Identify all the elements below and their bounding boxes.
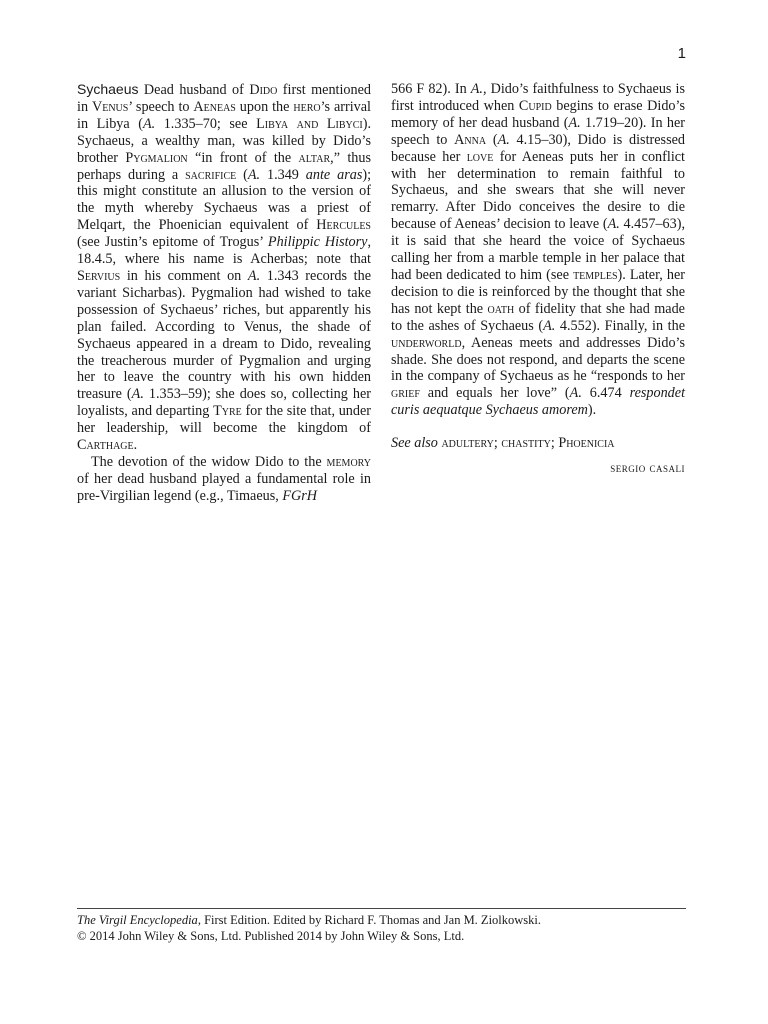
- cross-reference-libya-and-libyci[interactable]: Libya and Libyci: [256, 115, 363, 132]
- text-run: ); this might constitute an allusion to the version of the myth whereby Sychaeus was a priest of Melqart, the Phoenician equivalent of: [77, 166, 372, 234]
- cross-reference-memory[interactable]: memory: [326, 453, 371, 470]
- cross-reference-temples[interactable]: temples: [573, 266, 618, 283]
- citation-aeneid: A.: [543, 317, 556, 334]
- cross-reference-hercules[interactable]: Hercules: [316, 217, 371, 234]
- see-also: [391, 435, 685, 452]
- text-run: 1.335–70; see: [155, 115, 257, 132]
- text-run: for Aeneas puts her in conflict with her determination to remain faithful to Sychaeus, and she swears that she will never remarry. After Dido conceives the desire to die because of Aeneas’ decision to leave (: [391, 148, 685, 233]
- citation-aeneid: A.: [568, 114, 581, 131]
- work-title: Philippic History: [267, 234, 368, 251]
- text-run: ). Later, her decision to die is reinforced by the thought that she has not kept the: [391, 266, 685, 317]
- cross-reference-underworld[interactable]: underworld: [391, 334, 462, 351]
- see-also-link-adultery[interactable]: adultery: [441, 435, 494, 452]
- text-run: 4.15–30), Dido is distressed because her: [391, 131, 685, 165]
- text-run: 1.349: [260, 166, 306, 183]
- citation-aeneid: A.: [497, 131, 510, 148]
- entry-paragraph-2-continued: [391, 81, 685, 419]
- text-run: for the site that, under her leadership, will become the kingdom of: [77, 403, 372, 437]
- text-run: first mentioned in: [77, 82, 371, 115]
- see-also-label: See also: [391, 435, 438, 452]
- cross-reference-oath[interactable]: oath: [487, 300, 515, 317]
- text-run: ’ speech to: [128, 98, 194, 115]
- see-also-link-phoenicia[interactable]: Phoenicia: [558, 435, 615, 452]
- text-run: 1.353–59); she does so, collecting her loyalists, and departing: [77, 386, 371, 420]
- work-title: FGrH: [282, 487, 318, 504]
- page-number: 1: [677, 45, 686, 62]
- cross-reference-aeneas[interactable]: Aeneas: [193, 98, 236, 115]
- cross-reference-hero[interactable]: hero: [293, 98, 321, 115]
- text-run: “in front of the: [187, 149, 299, 166]
- entry-paragraph-1: [77, 81, 371, 454]
- cross-reference-pygmalion[interactable]: Pygmalion: [125, 149, 188, 166]
- text-run: (: [236, 166, 248, 183]
- text-run: and equals her love” (: [419, 385, 570, 402]
- text-run: .: [133, 437, 138, 454]
- cross-reference-servius[interactable]: Servius: [77, 267, 121, 284]
- text-run: begins to erase Dido’s memory of her dead husband (: [391, 97, 685, 131]
- text-run: 1.719–20). In her speech to: [391, 114, 685, 148]
- text-run: 566 F 82). In: [391, 81, 471, 97]
- footer-edition: , First Edition. Edited by Richard F. Thomas and Jan M. Ziolkowski.: [197, 913, 542, 927]
- text-run: ). Sychaeus, a wealthy man, was killed by Dido’s brother: [77, 115, 372, 166]
- entry-paragraph-2: [77, 454, 371, 505]
- text-run: ).: [587, 402, 597, 419]
- footer-line-1: [77, 913, 686, 929]
- cross-reference-grief[interactable]: grief: [391, 385, 420, 402]
- text-run: , Aeneas meets and addresses Dido’s shade. She does not respond, and departs the scene in the company of Sychaeus as he “responds to her: [391, 334, 685, 385]
- text-run: of her dead husband played a fundamental role in pre-Virgilian legend (e.g., Timaeus,: [77, 470, 371, 504]
- book-title: The Virgil Encyclopedia: [77, 913, 198, 927]
- citation-aeneid: A.: [247, 267, 261, 284]
- citation-aeneid: A.: [142, 115, 156, 132]
- cross-reference-sacrifice[interactable]: sacrifice: [185, 166, 237, 183]
- cross-reference-love[interactable]: love: [466, 148, 494, 165]
- footer-divider: [77, 908, 686, 909]
- text-run: in his comment on: [120, 267, 248, 284]
- text-run: ’s arrival in Libya (: [77, 98, 371, 132]
- footer: [77, 913, 686, 944]
- citation-aeneid: A.: [569, 385, 582, 402]
- text-run: , 18.4.5, where his name is Acherbas; note that: [77, 234, 371, 268]
- see-also-link-chastity[interactable]: chastity: [501, 435, 551, 452]
- text-run: 4.457–63), it is said that she heard the voice of Sychaeus calling her from a marble temple in her palace that had been dedicated to him (see: [391, 216, 685, 283]
- latin-quote: respondet curis aequatque Sychaeus amorem: [391, 385, 686, 419]
- cross-reference-anna[interactable]: Anna: [454, 131, 487, 148]
- footer-copyright: © 2014 John Wiley & Sons, Ltd. Published 2014 by John Wiley & Sons, Ltd.: [77, 928, 465, 943]
- citation-aeneid: A.: [607, 216, 620, 233]
- left-column: [77, 81, 371, 505]
- cross-reference-venus[interactable]: Venus: [91, 98, 129, 115]
- citation-aeneid: A.: [470, 81, 483, 97]
- text-run: The devotion of the widow Dido to the: [91, 453, 327, 470]
- citation-aeneid: A.: [131, 386, 144, 403]
- right-column: [391, 81, 685, 477]
- text-run: upon the: [235, 98, 294, 115]
- text-run: of fidelity that she had made to the ashes of Sychaeus (: [391, 300, 685, 334]
- cross-reference-tyre[interactable]: Tyre: [213, 403, 242, 420]
- author-signature: sergio casali: [610, 460, 685, 476]
- cross-reference-carthage[interactable]: Carthage: [77, 437, 134, 454]
- text-run: , Dido’s faithfulness to Sychaeus is first introduced when: [391, 81, 685, 114]
- text-run: (see Justin’s epitome of Trogus’: [77, 234, 268, 251]
- text-run: ;: [493, 435, 502, 452]
- latin-quote: ante aras: [305, 166, 363, 183]
- text-run: ;: [550, 435, 559, 452]
- text-run: 6.474: [581, 385, 630, 402]
- cross-reference-altar[interactable]: altar: [298, 149, 331, 166]
- text-run: (: [486, 131, 498, 148]
- citation-aeneid: A.: [247, 166, 261, 183]
- cross-reference-cupid[interactable]: Cupid: [518, 97, 552, 114]
- text-run: 1.343 records the variant Sicharbas). Pygmalion had wished to take possession of Sychaeus’ riches, but apparently his plan failed. According to Venus, the shade of Sychaeus appeared in a dream to Dido, revealing the treacherous murder of Pygmalion and urging her to leave the country with his own hidden treasure (: [77, 267, 372, 403]
- headword: Sychaeus: [77, 81, 139, 97]
- text-run: ,” thus perhaps during a: [77, 149, 371, 183]
- text-run: 4.552). Finally, in the: [555, 317, 685, 334]
- text-run: Dead husband of: [138, 82, 250, 98]
- cross-reference-dido[interactable]: Dido: [249, 82, 278, 98]
